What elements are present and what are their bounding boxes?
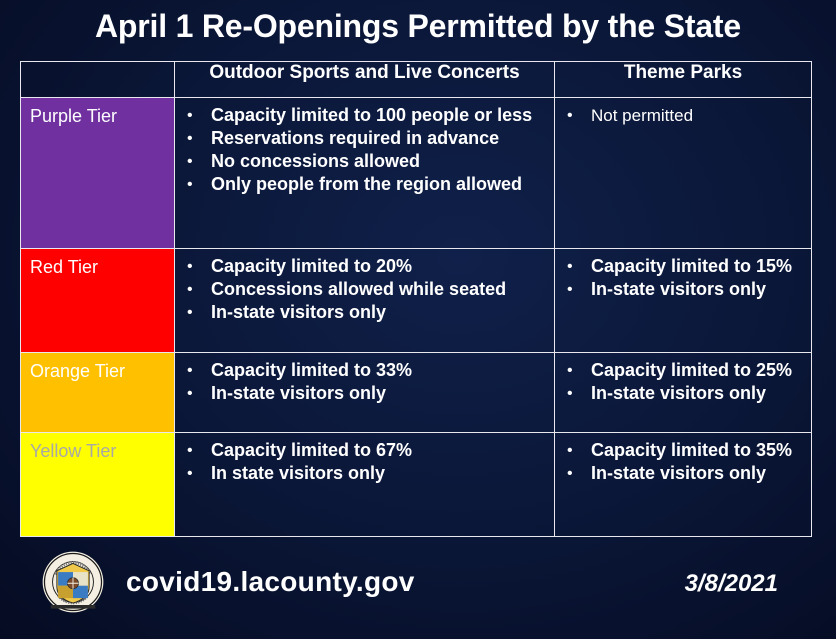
tier-label-red: Red Tier [21,249,175,353]
outdoor-cell-yellow [175,433,555,537]
list-item: • Capacity limited to 35% [563,439,801,462]
outdoor-cell-orange [175,353,555,433]
theme-cell-orange [555,353,812,433]
list-item: • Capacity limited to 15% [563,255,801,278]
reopenings-table [20,61,812,537]
county-seal-icon [42,551,104,613]
outdoor-cell-red [175,249,555,353]
header-corner-cell [21,62,175,98]
table-row-purple [21,98,812,249]
list-item: • Capacity limited to 25% [563,359,801,382]
footer-url: covid19.lacounty.gov [126,566,415,597]
footer-date: 3/8/2021 [684,570,778,597]
theme-cell-purple [555,98,812,249]
list-item: • In-state visitors only [563,462,801,485]
list-item: • Capacity limited to 67% [183,439,544,462]
tier-label-purple: Purple Tier [21,98,175,249]
table-row-yellow [21,433,812,537]
list-item: • In-state visitors only [563,382,801,405]
table-row-red [21,249,812,353]
tier-label-yellow: Yellow Tier [21,433,175,537]
list-item: • Capacity limited to 20% [183,255,544,278]
table-row-orange [21,353,812,433]
list-item: • No concessions allowed [183,150,544,173]
list-item: • In-state visitors only [183,382,544,405]
theme-cell-yellow [555,433,812,537]
theme-cell-red [555,249,812,353]
outdoor-cell-purple [175,98,555,249]
header-theme-parks: Theme Parks [555,62,812,98]
list-item: • Not permitted [563,104,801,127]
list-item: • In state visitors only [183,462,544,485]
list-item: • Only people from the region allowed [183,173,544,196]
list-item: • In-state visitors only [563,278,801,301]
list-item: • Concessions allowed while seated [183,278,544,301]
table-header-row [21,62,812,98]
list-item: • Reservations required in advance [183,127,544,150]
page-title: April 1 Re-Openings Permitted by the State [95,8,741,44]
list-item: • Capacity limited to 100 people or less [183,104,544,127]
header-outdoor-sports: Outdoor Sports and Live Concerts [175,62,555,98]
list-item: • Capacity limited to 33% [183,359,544,382]
tier-label-orange: Orange Tier [21,353,175,433]
list-item: • In-state visitors only [183,301,544,324]
